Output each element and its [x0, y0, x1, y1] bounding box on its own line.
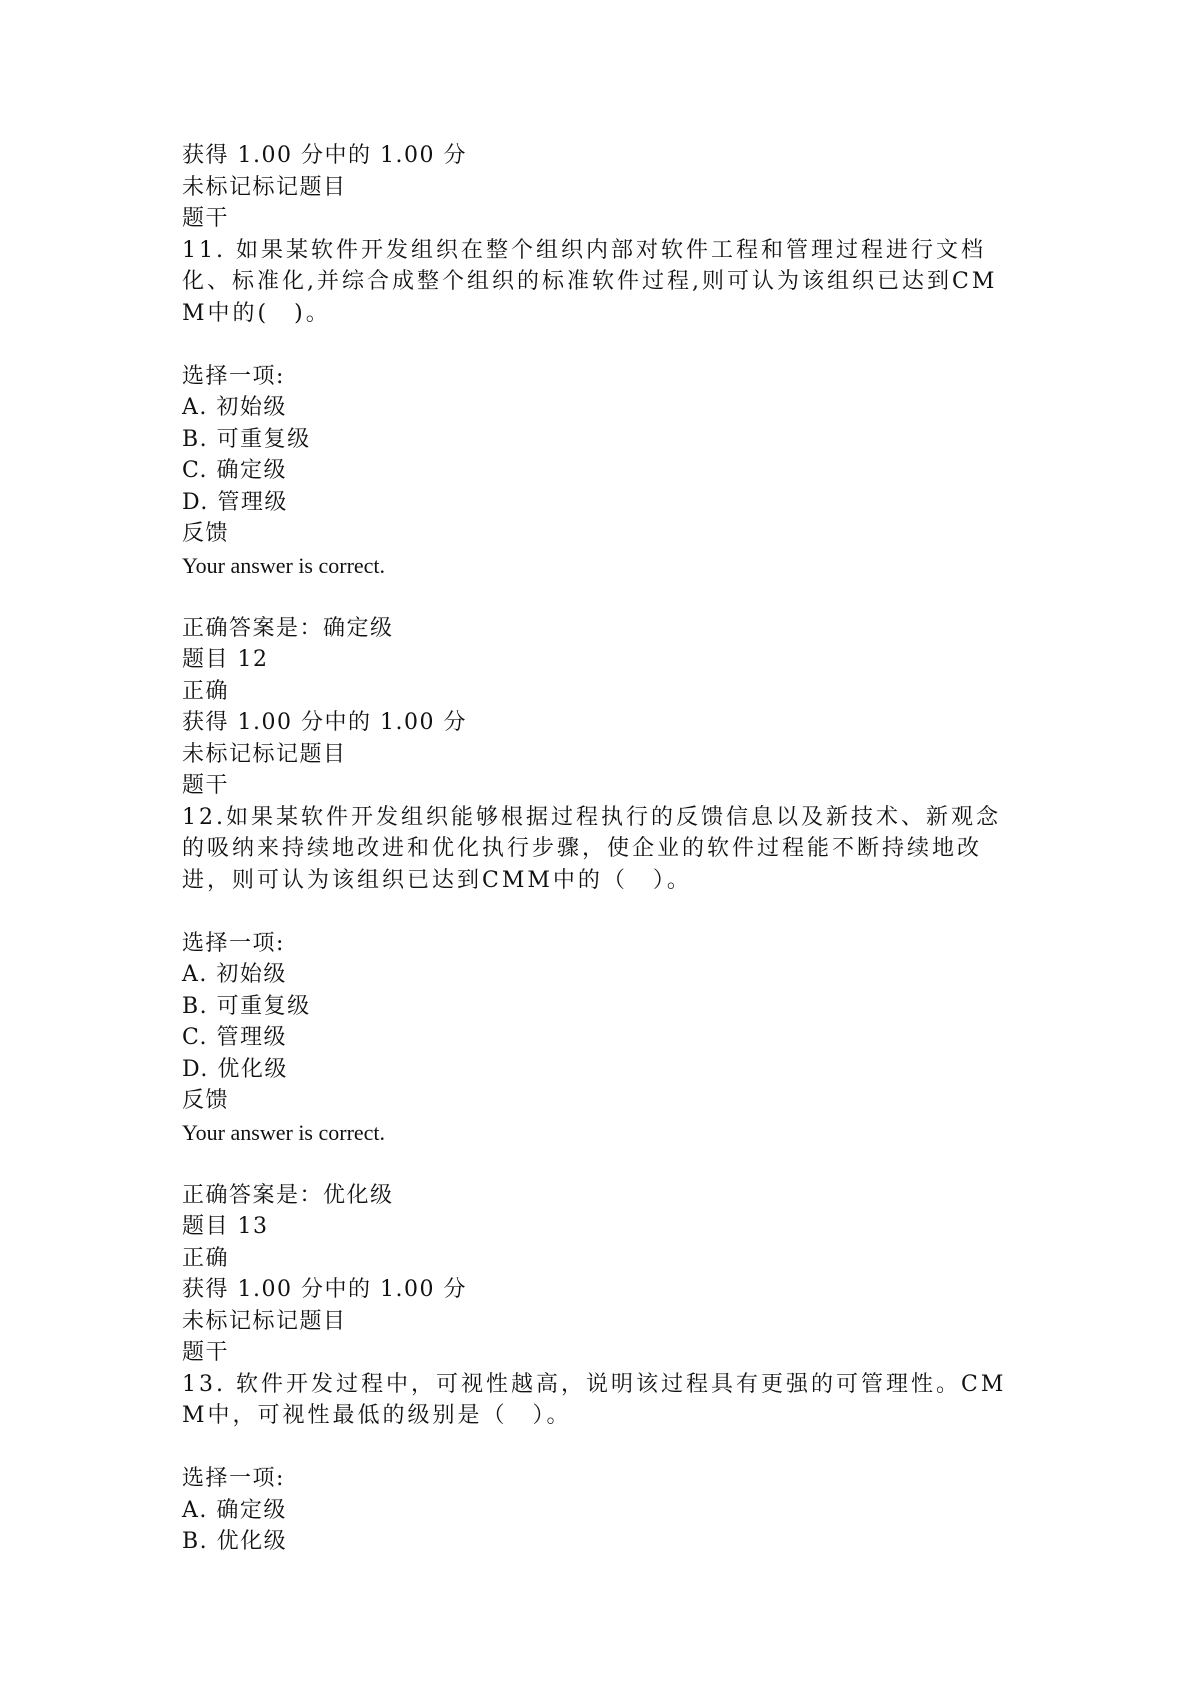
spacer [182, 581, 1022, 613]
q12-flag-question[interactable]: 未标记标记题目 [182, 741, 347, 767]
spacer [182, 1148, 1022, 1180]
q13-option-b[interactable]: B. 优化级 [182, 1529, 288, 1554]
spacer [182, 1432, 1022, 1464]
q13-choose-prompt: 选择一项: [182, 1466, 285, 1491]
q12-option-b[interactable]: B. 可重复级 [182, 993, 311, 1019]
q11-feedback-text: Your answer is correct. [182, 552, 386, 578]
quiz-review-page [182, 140, 1022, 1558]
q11-flag-question[interactable]: 未标记标记题目 [182, 174, 347, 200]
q11-feedback-label: 反馈 [182, 521, 230, 546]
q12-choose-prompt: 选择一项: [182, 930, 285, 956]
q13-flag-question[interactable]: 未标记标记题目 [182, 1308, 347, 1334]
spacer [182, 896, 1022, 928]
q12-status: 正确 [182, 678, 230, 704]
q12-question-text: 12.如果某软件开发组织能够根据过程执行的反馈信息以及新技术、新观念的吸纳来持续地改进和优化执行步骤，使企业的软件过程能不断持续地改进，则可认为该组织已达到CMM中的（ ）。 [182, 804, 1001, 893]
q11-option-a[interactable]: A. 初始级 [182, 395, 287, 420]
q11-option-d[interactable]: D. 管理级 [182, 489, 288, 515]
q13-title: 题目 13 [182, 1214, 269, 1239]
q13-status: 正确 [182, 1245, 230, 1271]
q13-question-text: 13. 软件开发过程中，可视性越高，说明该过程具有更强的可管理性。CMM中，可视性最低的级别是（ ）。 [182, 1371, 1007, 1428]
q12-stem-label: 题干 [182, 773, 230, 798]
q12-option-c[interactable]: C. 管理级 [182, 1025, 288, 1050]
q12-feedback-label: 反馈 [182, 1088, 230, 1113]
q11-choose-prompt: 选择一项: [182, 363, 285, 389]
q11-option-b[interactable]: B. 可重复级 [182, 426, 311, 452]
q12-feedback-text: Your answer is correct. [182, 1119, 386, 1145]
spacer [182, 329, 1022, 361]
q12-title: 题目 12 [182, 647, 269, 672]
q11-score: 获得 1.00 分中的 1.00 分 [182, 143, 467, 168]
q13-stem-label: 题干 [182, 1340, 230, 1365]
q12-option-d[interactable]: D. 优化级 [182, 1056, 288, 1082]
q12-correct-answer: 正确答案是：优化级 [182, 1182, 394, 1208]
q11-correct-answer: 正确答案是：确定级 [182, 615, 394, 641]
q13-option-a[interactable]: A. 确定级 [182, 1497, 287, 1523]
q11-stem-label: 题干 [182, 206, 230, 231]
q12-score: 获得 1.00 分中的 1.00 分 [182, 710, 467, 735]
q12-option-a[interactable]: A. 初始级 [182, 962, 287, 987]
q11-question-text: 11. 如果某软件开发组织在整个组织内部对软件工程和管理过程进行文档化、标准化,并综合成整个组织的标准软件过程,则可认为该组织已达到CMM中的( )。 [182, 237, 998, 326]
q13-score: 获得 1.00 分中的 1.00 分 [182, 1277, 467, 1302]
q11-option-c[interactable]: C. 确定级 [182, 458, 288, 483]
